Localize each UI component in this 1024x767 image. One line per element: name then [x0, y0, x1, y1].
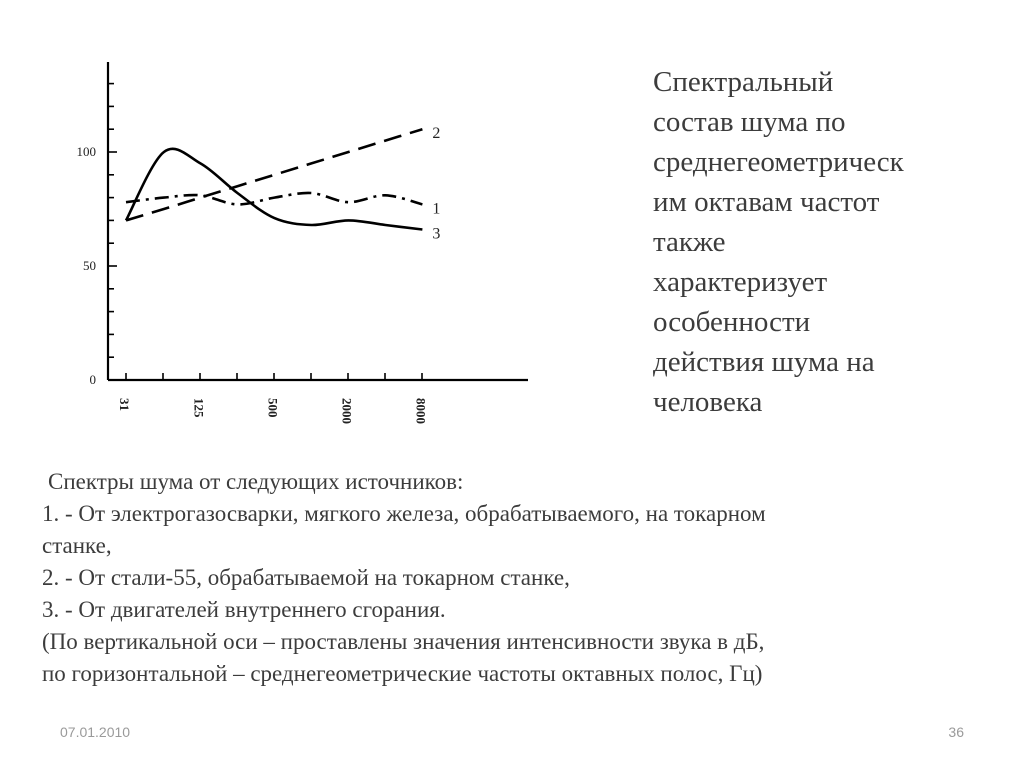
side-text-line: действия шума на [653, 346, 875, 378]
y-tick-label: 50 [83, 258, 96, 273]
side-text-line: Спектральный [653, 66, 834, 98]
caption-line: 2. - От стали-55, обрабатываемой на токарном станке, [42, 565, 570, 590]
series-label-3: 3 [432, 225, 441, 243]
series-line-3 [126, 149, 422, 230]
x-tick-label: 125 [191, 398, 207, 418]
x-tick-label: 8000 [413, 398, 429, 424]
side-text-line: особенности [653, 306, 811, 338]
caption-heading: Спектры шума от следующих источников: [48, 469, 464, 494]
series-label-1: 1 [432, 200, 441, 218]
x-tick-label: 31 [117, 398, 132, 411]
side-description [653, 62, 993, 422]
caption-line: 3. - От двигателей внутреннего сгорания. [42, 597, 446, 622]
y-tick-label: 100 [76, 144, 96, 159]
noise-spectrum-chart [60, 50, 550, 450]
side-text-line: среднегеометрическ [653, 146, 904, 178]
y-tick-label: 0 [89, 372, 96, 387]
caption-line: по горизонтальной – среднегеометрические частоты октавных полос, Гц) [42, 661, 763, 686]
series-label-2: 2 [432, 125, 441, 143]
side-text-line: характеризует [653, 266, 828, 298]
side-text-line: человека [653, 386, 763, 418]
x-tick-label: 500 [265, 398, 281, 418]
chart-series [126, 129, 422, 229]
caption-line: станке, [42, 533, 112, 558]
side-text-line: состав шума по [653, 106, 846, 138]
x-tick-label: 2000 [339, 398, 355, 424]
side-text-line: также [653, 226, 726, 258]
side-text-line: им октавам частот [653, 186, 880, 218]
footer-page-number: 36 [948, 724, 964, 740]
chart-caption [42, 466, 1002, 690]
series-line-1 [126, 193, 422, 205]
chart-axes [108, 62, 528, 380]
footer-date: 07.01.2010 [60, 724, 131, 740]
caption-line: (По вертикальной оси – проставлены значения интенсивности звука в дБ, [42, 629, 765, 654]
caption-line: 1. - От электрогазосварки, мягкого железа, обрабатываемого, на токарном [42, 501, 766, 526]
series-line-2 [126, 129, 422, 220]
